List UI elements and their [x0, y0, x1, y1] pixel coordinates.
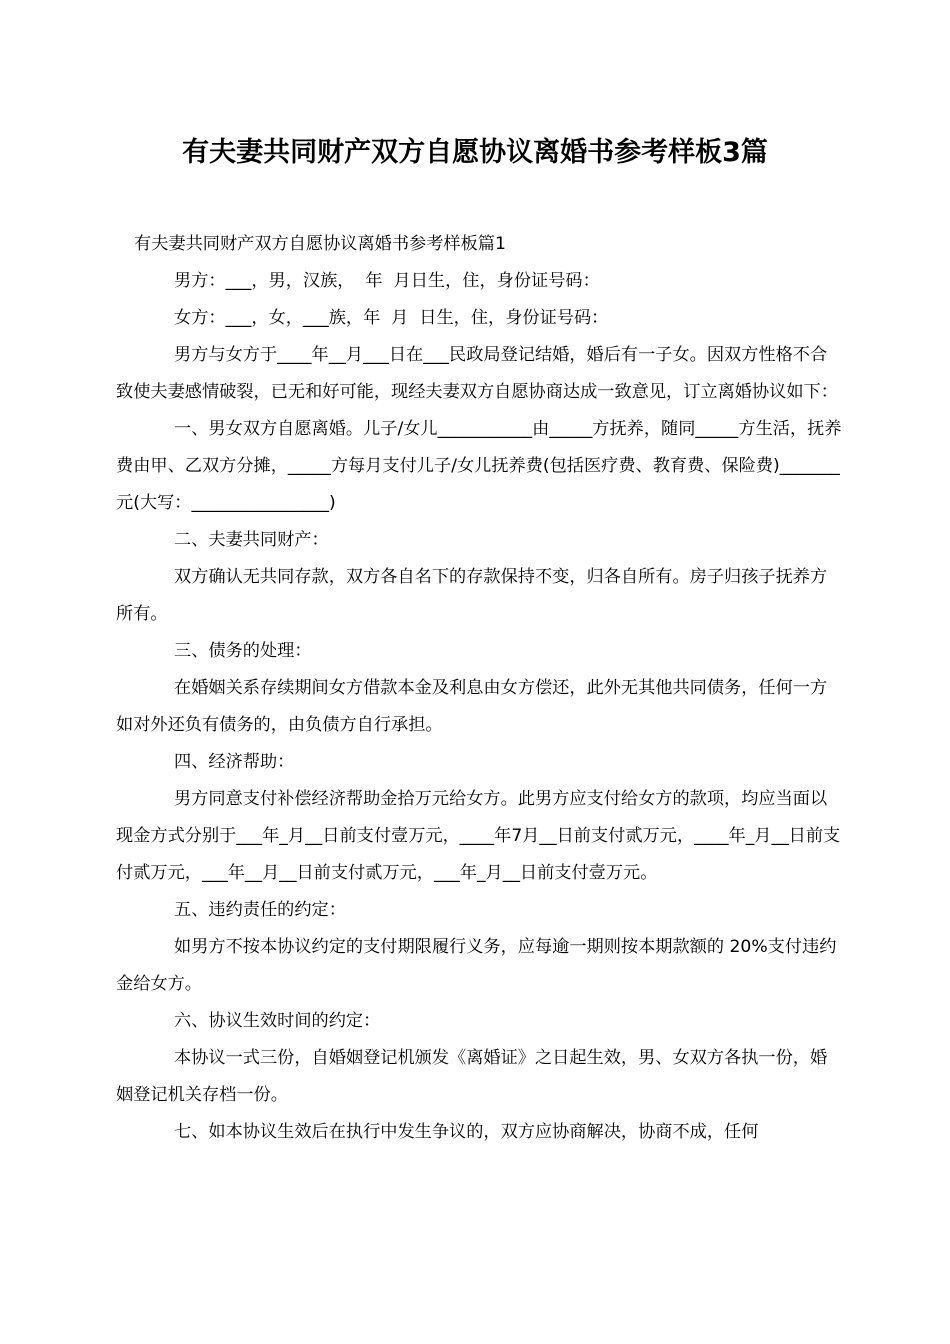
- paragraph-male-party: 男方：___，男，汉族， 年 月日生，住，身份证号码：: [174, 271, 600, 291]
- paragraph-heading-6: 六、协议生效时间的约定：: [174, 1011, 381, 1031]
- paragraph-heading-2: 二、夫妻共同财产：: [174, 530, 329, 550]
- paragraph-female-party: 女方：___，女，___族，年 月 日生，住，身份证号码：: [174, 308, 609, 328]
- paragraph-clause-3: 在婚姻关系存续期间女方借款本金及利息由女方偿还，此外无其他共同债务，任何一方如对外还负有债务的，由负债方自行承担。: [116, 678, 828, 735]
- paragraph-clause-2: 双方确认无共同存款，双方各自名下的存款保持不变，归各自所有。房子归孩子抚养方所有。: [116, 567, 828, 624]
- paragraph-marriage-intro: 男方与女方于____年__月___日在___民政局登记结婚，婚后有一子女。因双方性格不合致使夫妻感情破裂，已无和好可能，现经夫妻双方自愿协商达成一致意见，订立离婚协议如下：: [116, 345, 838, 402]
- section-subtitle: 有夫妻共同财产双方自愿协议离婚书参考样板篇1: [134, 234, 506, 254]
- paragraph-clause-6: 本协议一式三份，自婚姻登记机颁发《离婚证》之日起生效，男、女双方各执一份，婚姻登记机关存档一份。: [116, 1048, 828, 1105]
- document-body: [116, 226, 842, 1151]
- paragraph-clause-1: 一、男女双方自愿离婚。儿子/女儿___________由_____方抚养，随同_____方生活，抚养费由甲、乙双方分摊，_____方每月支付儿子/女儿抚养费(包括医疗费、教育费、保险费)_______元(大写：________________): [116, 419, 842, 513]
- document-title: 有夫妻共同财产双方自愿协议离婚书参考样板3篇: [182, 137, 768, 168]
- paragraph-heading-5: 五、违约责任的约定：: [174, 900, 346, 920]
- paragraph-clause-7: 七、如本协议生效后在执行中发生争议的，双方应协商解决，协商不成，任何: [174, 1122, 759, 1142]
- paragraph-heading-3: 三、债务的处理：: [174, 641, 312, 661]
- paragraph-clause-5: 如男方不按本协议约定的支付期限履行义务，应每逾一期则按本期款额的 20%支付违约金给女方。: [116, 937, 837, 994]
- paragraph-heading-4: 四、经济帮助：: [174, 752, 295, 772]
- paragraph-clause-4: 男方同意支付补偿经济帮助金拾万元给女方。此男方应支付给女方的款项，均应当面以现金方式分别于___年_月__日前支付壹万元，____年7月__日前支付贰万元，____年_月__日前支付贰万元，___年__月__日前支付贰万元，___年_月__日前支付壹万元。: [116, 789, 841, 883]
